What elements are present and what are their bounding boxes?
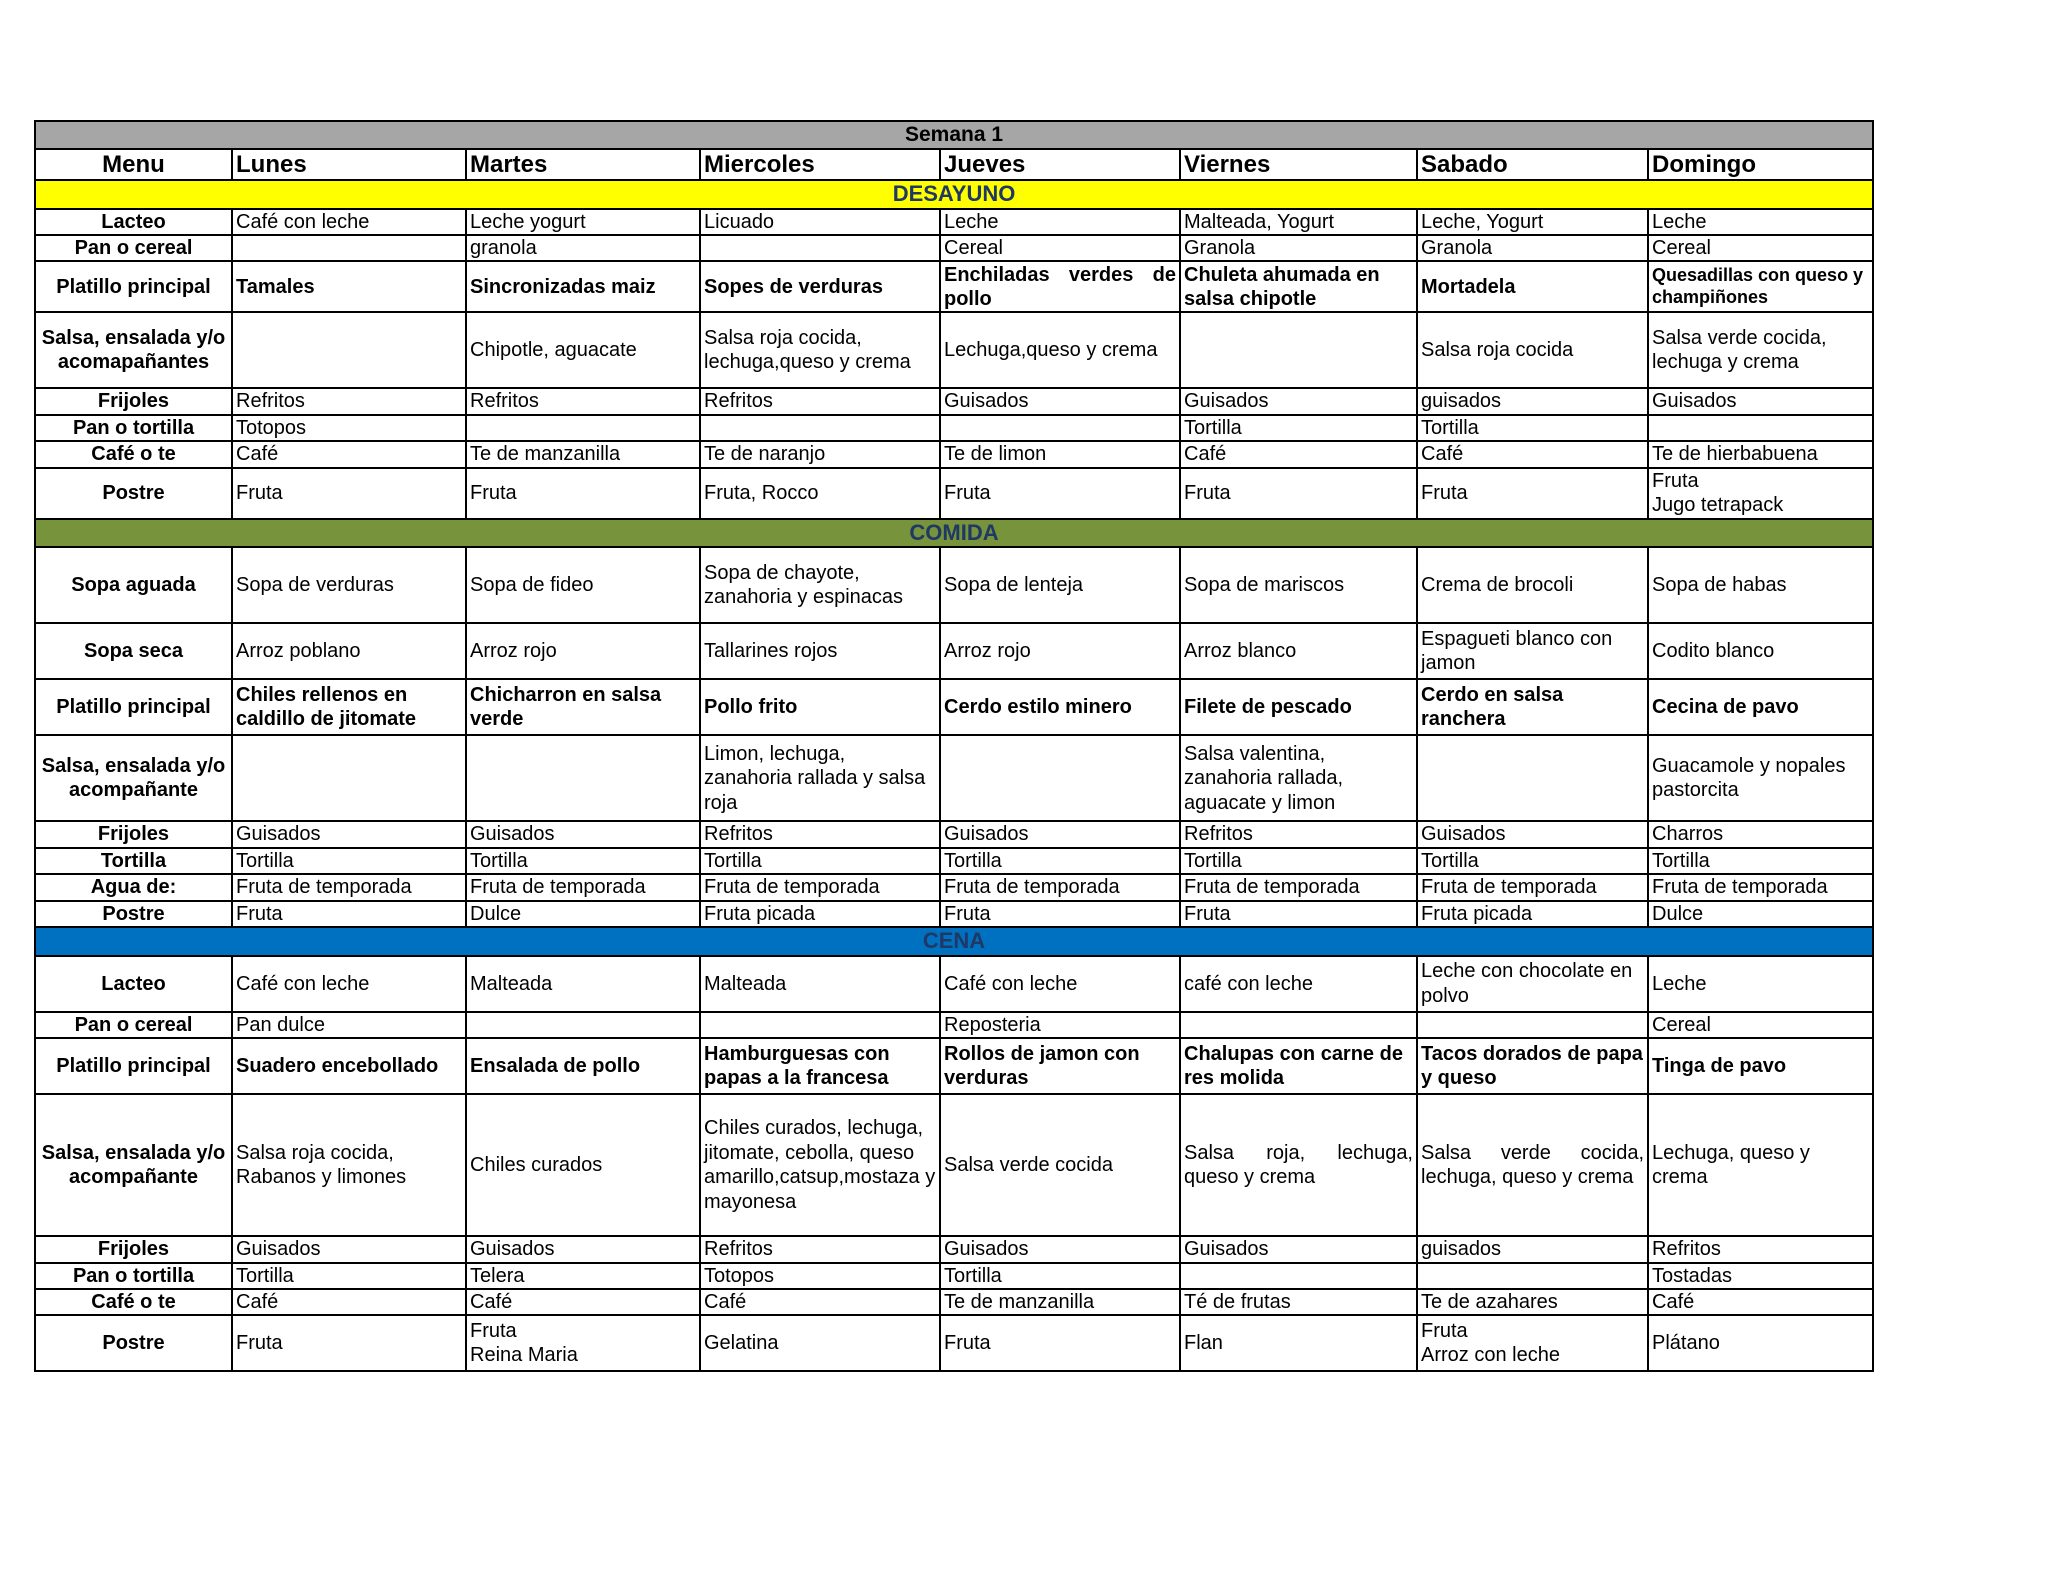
menu-cell: Fruta de temporada <box>232 874 466 900</box>
menu-cell: Ensalada de pollo <box>466 1038 700 1094</box>
menu-cell: Sopa de lenteja <box>940 547 1180 623</box>
menu-cell: Filete de pescado <box>1180 679 1417 735</box>
menu-row <box>35 388 1873 414</box>
menu-cell: Te de manzanilla <box>466 441 700 467</box>
menu-cell: Gelatina <box>700 1315 940 1371</box>
menu-row <box>35 956 1873 1012</box>
menu-cell: Sincronizadas maiz <box>466 261 700 312</box>
section-title: COMIDA <box>35 519 1873 548</box>
menu-cell: Salsa roja cocida, lechuga,queso y crema <box>700 312 940 388</box>
menu-row <box>35 1236 1873 1262</box>
menu-cell: Arroz blanco <box>1180 623 1417 679</box>
menu-cell: Sopa de habas <box>1648 547 1873 623</box>
menu-cell: Salsa roja cocida <box>1417 312 1648 388</box>
menu-cell: Limon, lechuga, zanahoria rallada y salsa roja <box>700 735 940 821</box>
menu-cell: Tortilla <box>1648 848 1873 874</box>
row-label: Postre <box>35 901 232 927</box>
menu-cell: Fruta picada <box>1417 901 1648 927</box>
menu-cell <box>466 415 700 441</box>
menu-row <box>35 261 1873 312</box>
row-label: Tortilla <box>35 848 232 874</box>
section-row-comida <box>35 519 1873 548</box>
menu-cell: Salsa roja, lechuga, queso y crema <box>1180 1094 1417 1236</box>
menu-cell: Lechuga, queso y crema <box>1648 1094 1873 1236</box>
menu-row <box>35 1038 1873 1094</box>
row-label: Pan o cereal <box>35 235 232 261</box>
menu-cell <box>232 235 466 261</box>
menu-cell: Arroz rojo <box>466 623 700 679</box>
row-label: Sopa seca <box>35 623 232 679</box>
menu-cell: Té de frutas <box>1180 1289 1417 1315</box>
menu-cell: Tortilla <box>940 848 1180 874</box>
column-header-viernes: Viernes <box>1180 149 1417 180</box>
menu-cell: Guisados <box>940 821 1180 847</box>
menu-cell: Tamales <box>232 261 466 312</box>
menu-cell: Fruta <box>232 901 466 927</box>
menu-cell: Refritos <box>466 388 700 414</box>
menu-cell: Fruta de temporada <box>700 874 940 900</box>
menu-cell: Codito blanco <box>1648 623 1873 679</box>
row-label: Pan o tortilla <box>35 1263 232 1289</box>
menu-cell: Refritos <box>1180 821 1417 847</box>
row-label: Agua de: <box>35 874 232 900</box>
menu-cell: Guisados <box>466 1236 700 1262</box>
column-header-lunes: Lunes <box>232 149 466 180</box>
menu-cell: Leche <box>940 209 1180 235</box>
column-header-miercoles: Miercoles <box>700 149 940 180</box>
menu-cell: Enchiladas verdes de pollo <box>940 261 1180 312</box>
menu-cell: Te de hierbabuena <box>1648 441 1873 467</box>
menu-cell: Salsa verde cocida, lechuga y crema <box>1648 312 1873 388</box>
menu-row <box>35 312 1873 388</box>
menu-row <box>35 1012 1873 1038</box>
menu-cell: Leche yogurt <box>466 209 700 235</box>
menu-cell: Café con leche <box>940 956 1180 1012</box>
menu-cell <box>1417 1263 1648 1289</box>
row-label: Café o te <box>35 441 232 467</box>
menu-cell: Sopa de chayote, zanahoria y espinacas <box>700 547 940 623</box>
menu-cell: Refritos <box>700 821 940 847</box>
menu-cell <box>940 735 1180 821</box>
menu-cell: Leche con chocolate en polvo <box>1417 956 1648 1012</box>
section-title: CENA <box>35 927 1873 956</box>
menu-row <box>35 441 1873 467</box>
menu-cell: Salsa verde cocida <box>940 1094 1180 1236</box>
menu-cell: Espagueti blanco con jamon <box>1417 623 1648 679</box>
menu-cell: Sopa de verduras <box>232 547 466 623</box>
menu-cell: Refritos <box>700 388 940 414</box>
row-label: Platillo principal <box>35 679 232 735</box>
menu-cell: Arroz rojo <box>940 623 1180 679</box>
menu-cell: Leche <box>1648 956 1873 1012</box>
menu-cell: Salsa valentina, zanahoria rallada, aguacate y limon <box>1180 735 1417 821</box>
menu-cell: Guacamole y nopales pastorcita <box>1648 735 1873 821</box>
menu-row <box>35 679 1873 735</box>
menu-cell: Sopa de fideo <box>466 547 700 623</box>
row-label: Postre <box>35 468 232 519</box>
menu-cell: Granola <box>1417 235 1648 261</box>
menu-cell: Arroz poblano <box>232 623 466 679</box>
menu-cell: Guisados <box>232 1236 466 1262</box>
menu-cell: Hamburguesas con papas a la francesa <box>700 1038 940 1094</box>
menu-cell: Tortilla <box>232 1263 466 1289</box>
menu-cell: Pollo frito <box>700 679 940 735</box>
menu-cell: Charros <box>1648 821 1873 847</box>
menu-cell <box>1180 1012 1417 1038</box>
menu-row <box>35 547 1873 623</box>
menu-cell: Café con leche <box>232 209 466 235</box>
row-label: Lacteo <box>35 956 232 1012</box>
section-row-cena <box>35 927 1873 956</box>
menu-cell: Fruta <box>1417 468 1648 519</box>
menu-cell: Tacos dorados de papa y queso <box>1417 1038 1648 1094</box>
menu-cell: Guisados <box>1180 388 1417 414</box>
row-label: Salsa, ensalada y/o acomapañantes <box>35 312 232 388</box>
row-label: Pan o cereal <box>35 1012 232 1038</box>
menu-cell: guisados <box>1417 1236 1648 1262</box>
row-label: Salsa, ensalada y/o acompañante <box>35 1094 232 1236</box>
menu-row <box>35 1094 1873 1236</box>
menu-row <box>35 1315 1873 1371</box>
menu-cell: Suadero encebollado <box>232 1038 466 1094</box>
menu-cell <box>1180 312 1417 388</box>
menu-cell: Totopos <box>700 1263 940 1289</box>
menu-cell: Café <box>1180 441 1417 467</box>
row-label: Frijoles <box>35 388 232 414</box>
menu-cell: Guisados <box>232 821 466 847</box>
section-title: DESAYUNO <box>35 180 1873 209</box>
menu-row <box>35 848 1873 874</box>
week-title-row <box>35 121 1873 149</box>
menu-row <box>35 415 1873 441</box>
menu-cell: Telera <box>466 1263 700 1289</box>
menu-cell: Refritos <box>700 1236 940 1262</box>
menu-cell: Fruta, Rocco <box>700 468 940 519</box>
menu-cell: Chicharron en salsa verde <box>466 679 700 735</box>
menu-cell: Malteada <box>466 956 700 1012</box>
menu-cell: Dulce <box>1648 901 1873 927</box>
menu-row <box>35 1263 1873 1289</box>
column-header-sabado: Sabado <box>1417 149 1648 180</box>
row-label: Frijoles <box>35 821 232 847</box>
menu-cell: Fruta <box>940 1315 1180 1371</box>
menu-cell: Tortilla <box>1417 848 1648 874</box>
row-label: Café o te <box>35 1289 232 1315</box>
menu-cell: Cereal <box>1648 1012 1873 1038</box>
row-label: Sopa aguada <box>35 547 232 623</box>
menu-cell: Te de naranjo <box>700 441 940 467</box>
menu-cell: Pan dulce <box>232 1012 466 1038</box>
menu-cell: Fruta Jugo tetrapack <box>1648 468 1873 519</box>
row-label: Platillo principal <box>35 261 232 312</box>
day-header-row <box>35 149 1873 180</box>
menu-row <box>35 623 1873 679</box>
menu-cell <box>940 415 1180 441</box>
menu-cell: Café <box>466 1289 700 1315</box>
menu-row <box>35 901 1873 927</box>
menu-cell: Tostadas <box>1648 1263 1873 1289</box>
menu-cell: Fruta <box>1180 468 1417 519</box>
menu-row <box>35 1289 1873 1315</box>
menu-cell: Chalupas con carne de res molida <box>1180 1038 1417 1094</box>
column-header-jueves: Jueves <box>940 149 1180 180</box>
menu-cell: Quesadillas con queso y champiñones <box>1648 261 1873 312</box>
menu-row <box>35 209 1873 235</box>
menu-cell: Guisados <box>940 388 1180 414</box>
menu-cell: Refritos <box>232 388 466 414</box>
menu-cell: Fruta Reina Maria <box>466 1315 700 1371</box>
menu-row <box>35 821 1873 847</box>
menu-cell: Tortilla <box>700 848 940 874</box>
menu-cell: Fruta de temporada <box>1417 874 1648 900</box>
menu-cell: Fruta de temporada <box>940 874 1180 900</box>
menu-cell: Chiles curados, lechuga, jitomate, cebolla, queso amarillo,catsup,mostaza y mayonesa <box>700 1094 940 1236</box>
menu-cell: Lechuga,queso y crema <box>940 312 1180 388</box>
menu-cell: Fruta <box>940 468 1180 519</box>
menu-cell: Café <box>1417 441 1648 467</box>
menu-cell <box>232 312 466 388</box>
menu-cell: Granola <box>1180 235 1417 261</box>
menu-cell: Crema de brocoli <box>1417 547 1648 623</box>
menu-row <box>35 735 1873 821</box>
menu-cell: Cereal <box>1648 235 1873 261</box>
menu-cell <box>700 415 940 441</box>
menu-cell: Tortilla <box>232 848 466 874</box>
menu-cell: Malteada <box>700 956 940 1012</box>
menu-cell: Reposteria <box>940 1012 1180 1038</box>
menu-cell: Guisados <box>1648 388 1873 414</box>
menu-cell: Café con leche <box>232 956 466 1012</box>
menu-cell <box>1648 415 1873 441</box>
menu-cell: Malteada, Yogurt <box>1180 209 1417 235</box>
menu-cell: Chiles rellenos en caldillo de jitomate <box>232 679 466 735</box>
week-title: Semana 1 <box>35 121 1873 149</box>
menu-cell: Café <box>232 441 466 467</box>
menu-cell: Flan <box>1180 1315 1417 1371</box>
menu-cell: Refritos <box>1648 1236 1873 1262</box>
menu-cell: Café <box>700 1289 940 1315</box>
menu-cell: Fruta Arroz con leche <box>1417 1315 1648 1371</box>
menu-cell: Fruta de temporada <box>466 874 700 900</box>
menu-cell: Tortilla <box>466 848 700 874</box>
menu-cell: Guisados <box>1180 1236 1417 1262</box>
menu-cell: Dulce <box>466 901 700 927</box>
menu-cell: Leche, Yogurt <box>1417 209 1648 235</box>
menu-cell <box>466 735 700 821</box>
menu-cell <box>1180 1263 1417 1289</box>
section-row-desayuno <box>35 180 1873 209</box>
menu-cell: Tinga de pavo <box>1648 1038 1873 1094</box>
menu-cell: Salsa roja cocida, Rabanos y limones <box>232 1094 466 1236</box>
menu-cell: Leche <box>1648 209 1873 235</box>
menu-cell: Fruta <box>466 468 700 519</box>
menu-row <box>35 468 1873 519</box>
menu-cell: Fruta de temporada <box>1648 874 1873 900</box>
menu-cell: granola <box>466 235 700 261</box>
menu-cell: Rollos de jamon con verduras <box>940 1038 1180 1094</box>
menu-cell: Fruta <box>940 901 1180 927</box>
menu-cell: Café <box>232 1289 466 1315</box>
menu-cell <box>700 1012 940 1038</box>
menu-cell: Guisados <box>1417 821 1648 847</box>
menu-cell: Fruta de temporada <box>1180 874 1417 900</box>
row-label: Platillo principal <box>35 1038 232 1094</box>
menu-cell: Licuado <box>700 209 940 235</box>
menu-cell <box>466 1012 700 1038</box>
menu-cell: Chipotle, aguacate <box>466 312 700 388</box>
menu-cell: Fruta picada <box>700 901 940 927</box>
menu-cell: Te de limon <box>940 441 1180 467</box>
menu-cell: Sopa de mariscos <box>1180 547 1417 623</box>
menu-cell: Café <box>1648 1289 1873 1315</box>
menu-cell: Tortilla <box>1417 415 1648 441</box>
menu-cell <box>1417 735 1648 821</box>
menu-cell: Mortadela <box>1417 261 1648 312</box>
menu-cell: Te de manzanilla <box>940 1289 1180 1315</box>
menu-cell: Guisados <box>940 1236 1180 1262</box>
menu-cell: Fruta <box>232 1315 466 1371</box>
menu-row <box>35 235 1873 261</box>
menu-cell: Tortilla <box>1180 848 1417 874</box>
menu-cell: Cerdo estilo minero <box>940 679 1180 735</box>
menu-cell: Te de azahares <box>1417 1289 1648 1315</box>
weekly-menu-body <box>35 121 1873 1371</box>
row-label: Salsa, ensalada y/o acompañante <box>35 735 232 821</box>
weekly-menu-table <box>34 120 1874 1372</box>
menu-cell <box>232 735 466 821</box>
menu-cell: Chuleta ahumada en salsa chipotle <box>1180 261 1417 312</box>
menu-cell: Sopes de verduras <box>700 261 940 312</box>
menu-cell: Tallarines rojos <box>700 623 940 679</box>
row-label: Frijoles <box>35 1236 232 1262</box>
menu-cell: Plátano <box>1648 1315 1873 1371</box>
menu-cell <box>700 235 940 261</box>
menu-cell: Totopos <box>232 415 466 441</box>
menu-cell: Cecina de pavo <box>1648 679 1873 735</box>
row-label: Lacteo <box>35 209 232 235</box>
menu-cell: café con leche <box>1180 956 1417 1012</box>
menu-cell: Chiles curados <box>466 1094 700 1236</box>
menu-cell: Tortilla <box>1180 415 1417 441</box>
menu-cell: Cerdo en salsa ranchera <box>1417 679 1648 735</box>
column-header-domingo: Domingo <box>1648 149 1873 180</box>
row-label: Postre <box>35 1315 232 1371</box>
menu-cell: Cereal <box>940 235 1180 261</box>
menu-cell: Fruta <box>1180 901 1417 927</box>
menu-cell: Guisados <box>466 821 700 847</box>
menu-cell: guisados <box>1417 388 1648 414</box>
row-label: Pan o tortilla <box>35 415 232 441</box>
menu-cell: Tortilla <box>940 1263 1180 1289</box>
menu-cell: Fruta <box>232 468 466 519</box>
column-header-menu: Menu <box>35 149 232 180</box>
column-header-martes: Martes <box>466 149 700 180</box>
menu-row <box>35 874 1873 900</box>
menu-cell <box>1417 1012 1648 1038</box>
menu-cell: Salsa verde cocida, lechuga, queso y crema <box>1417 1094 1648 1236</box>
